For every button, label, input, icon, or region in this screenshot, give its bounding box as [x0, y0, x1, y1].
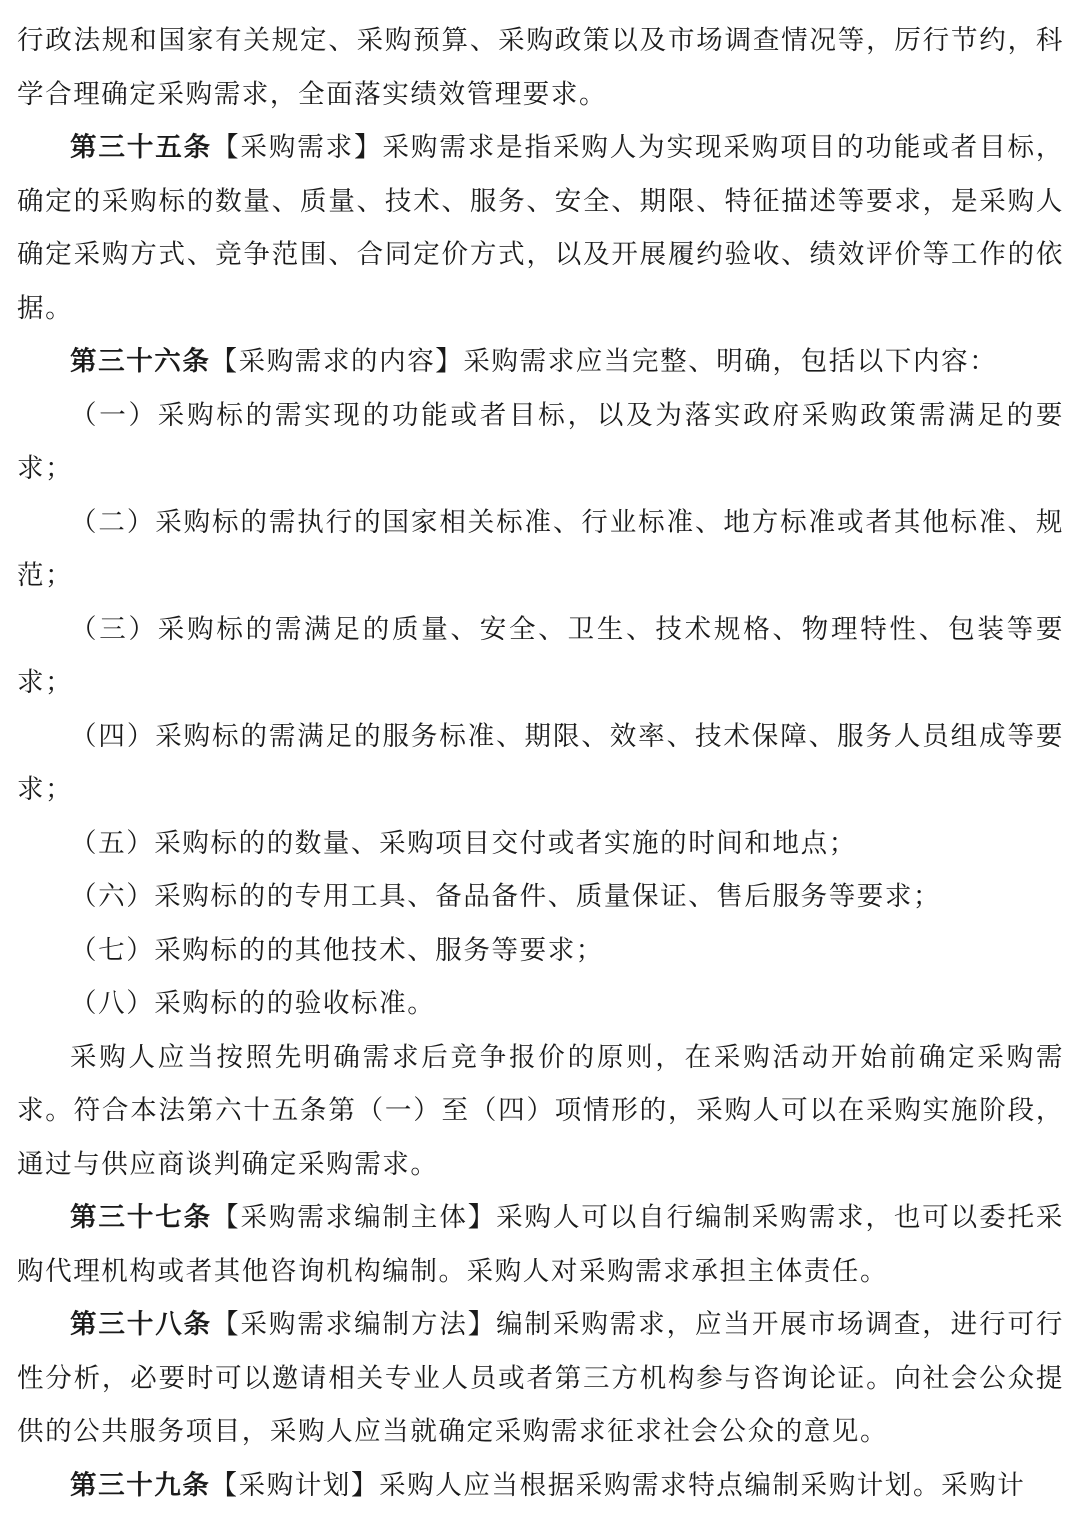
- paragraph: [17, 1031, 1064, 1192]
- article-39: [17, 1459, 1064, 1513]
- article-38: [17, 1298, 1064, 1459]
- article-35: [17, 121, 1064, 335]
- list-item-text: （一）采购标的需实现的功能或者目标，以及为落实政府采购政策需满足的要求；: [17, 399, 1064, 484]
- article-title: 【采购需求编制主体】: [212, 1202, 497, 1233]
- list-item-text: （六）采购标的的专用工具、备品备件、质量保证、售后服务等要求；: [70, 881, 942, 912]
- paragraph-text: 采购人可以自行编制采购需求，也可以委托采购代理机构或者其他咨询机构编制。采购人对采购需求承担主体责任。: [17, 1202, 1065, 1287]
- article-title: 【采购需求的内容】: [210, 346, 464, 377]
- list-item-text: （二）采购标的需执行的国家相关标准、行业标准、地方标准或者其他标准、规范；: [17, 506, 1064, 591]
- paragraph-text: 采购人应当根据采购需求特点编制采购计划。采购计: [379, 1469, 1026, 1501]
- list-item: [17, 924, 1064, 978]
- paragraph-text: 采购需求应当完整、明确，包括以下内容：: [463, 346, 998, 377]
- article-title: 【采购需求】: [212, 132, 383, 163]
- list-item: [17, 817, 1064, 871]
- article-title: 【采购计划】: [210, 1469, 380, 1501]
- list-item-text: （三）采购标的需满足的质量、安全、卫生、技术规格、物理特性、包装等要求；: [17, 613, 1064, 698]
- article-number: 第三十六条: [70, 346, 211, 377]
- paragraph-text: 采购需求是指采购人为实现采购项目的功能或者目标，确定的采购标的数量、质量、技术、服务、安全、期限、特征描述等要求，是采购人确定采购方式、竞争范围、合同定价方式，以及开展履约验收、绩效评价等工作的依据。: [17, 132, 1064, 324]
- list-item-text: （七）采购标的的其他技术、服务等要求；: [70, 934, 604, 966]
- article-number: 第三十九条: [70, 1469, 211, 1501]
- list-item: [17, 389, 1064, 496]
- list-item: [17, 496, 1064, 603]
- article-number: 第三十五条: [70, 132, 213, 163]
- list-item-text: （八）采购标的的验收标准。: [70, 988, 436, 1019]
- article-number: 第三十八条: [70, 1309, 213, 1340]
- article-title: 【采购需求编制方法】: [212, 1309, 497, 1340]
- paragraph-text: 编制采购需求，应当开展市场调查，进行可行性分析，必要时可以邀请相关专业人员或者第三方机构参与咨询论证。向社会公众提供的公共服务项目，采购人应当就确定采购需求征求社会公众的意见。: [17, 1309, 1065, 1447]
- list-item: [17, 870, 1064, 924]
- list-item-text: （四）采购标的需满足的服务标准、期限、效率、技术保障、服务人员组成等要求；: [17, 720, 1064, 805]
- article-37: [17, 1191, 1064, 1298]
- list-item: [17, 710, 1064, 817]
- article-number: 第三十七条: [70, 1202, 213, 1233]
- article-36: [17, 335, 1064, 389]
- paragraph-text: 采购人应当按照先明确需求后竞争报价的原则，在采购活动开始前确定采购需求。符合本法第六十五条第（一）至（四）项情形的，采购人可以在采购实施阶段，通过与供应商谈判确定采购需求。: [17, 1041, 1064, 1180]
- paragraph-continuation: [17, 14, 1064, 121]
- list-item-text: （五）采购标的的数量、采购项目交付或者实施的时间和地点；: [70, 827, 857, 859]
- list-item: [17, 977, 1064, 1031]
- paragraph-text: 行政法规和国家有关规定、采购预算、采购政策以及市场调查情况等，厉行节约，科学合理确定采购需求，全面落实绩效管理要求。: [17, 25, 1064, 110]
- list-item: [17, 603, 1064, 710]
